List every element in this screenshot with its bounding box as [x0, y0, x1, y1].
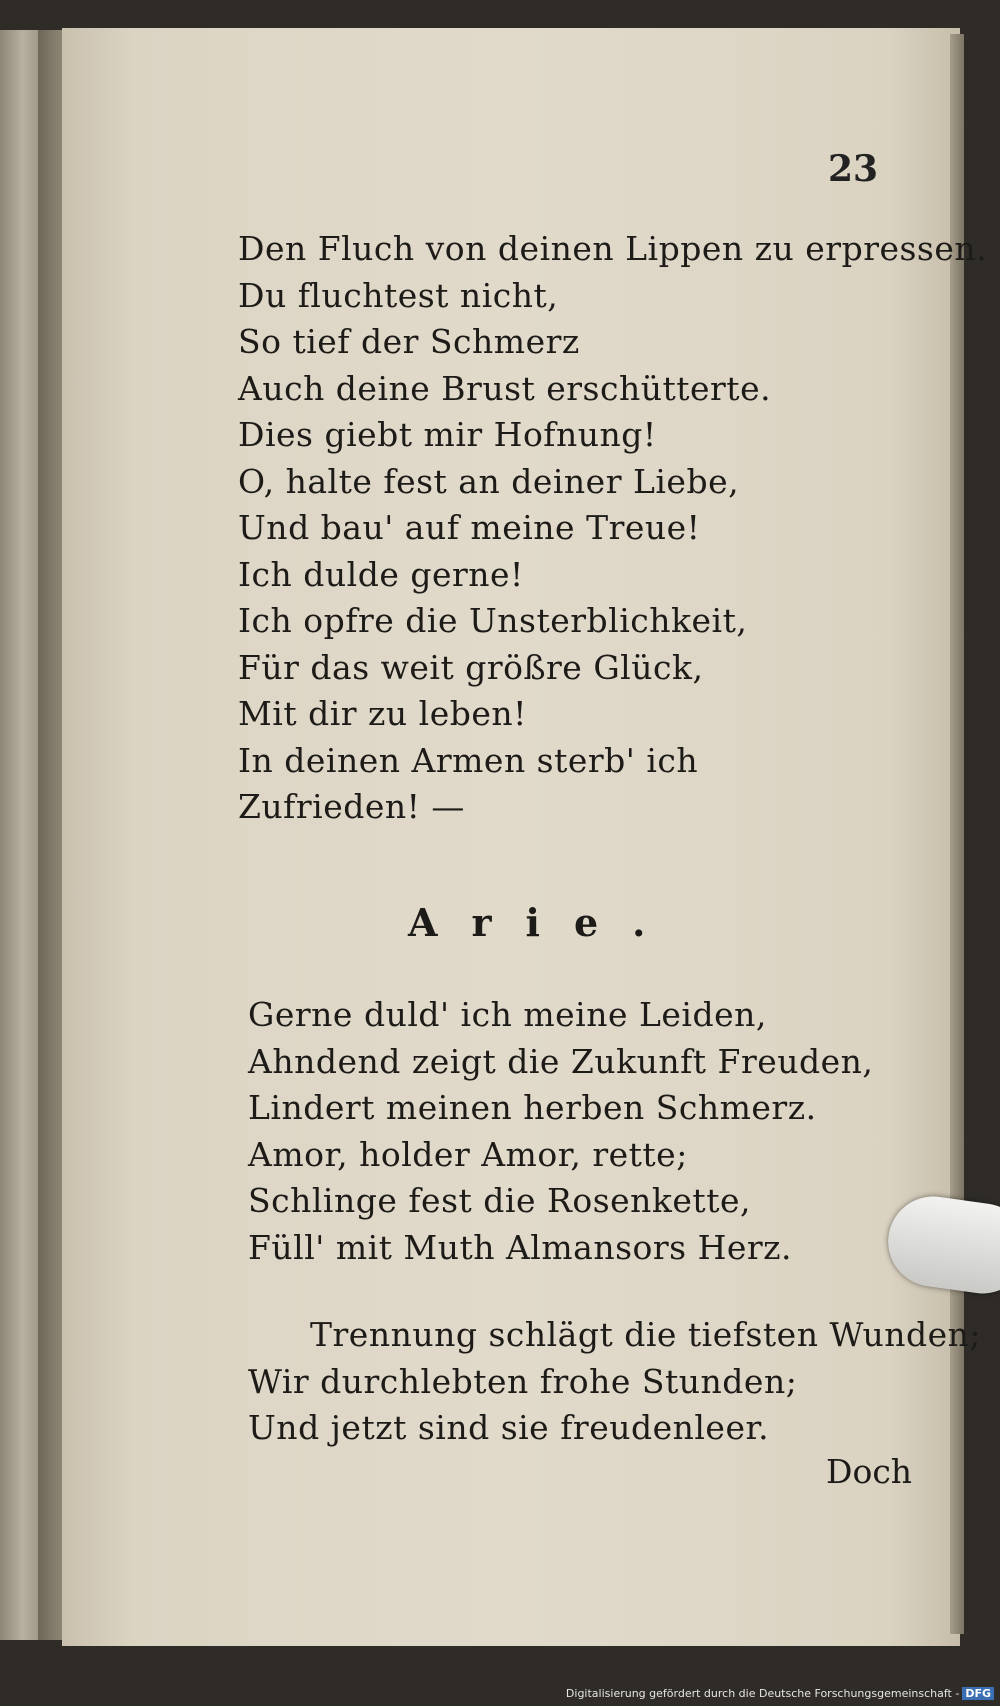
verse-line: Den Fluch von deinen Lippen zu erpressen.	[238, 229, 988, 268]
verse-line: In deinen Armen sterb' ich	[238, 740, 699, 780]
catchword: Doch	[826, 1452, 913, 1491]
verse-line: Füll' mit Muth Almansors Herz.	[248, 1227, 793, 1267]
facing-page-edge	[0, 30, 38, 1640]
verse-line: O, halte fest an deiner Liebe,	[238, 461, 740, 501]
verse-line: Auch deine Brust erschütterte.	[238, 368, 772, 408]
verse-block-1	[238, 226, 987, 831]
verse-block-2	[248, 992, 873, 1271]
verse-line: So tief der Schmerz	[238, 322, 580, 361]
verse-line: Du fluchtest nicht,	[238, 275, 559, 315]
verse-line: Gerne duld' ich meine Leiden,	[248, 995, 767, 1034]
verse-line: Und bau' auf meine Treue!	[238, 508, 701, 547]
verse-line: Ich dulde gerne!	[238, 554, 524, 594]
verse-line: Zufrieden! —	[238, 787, 465, 826]
verse-block-3	[248, 1312, 981, 1452]
verse-line: Ahndend zeigt die Zukunft Freuden,	[248, 1041, 874, 1081]
verse-line: Dies giebt mir Hofnung!	[238, 415, 657, 454]
footer-text: Digitalisierung gefördert durch die Deutsche Forschungsgemeinschaft -	[565, 1687, 960, 1700]
verse-line: Trennung schlägt die tiefsten Wunden;	[310, 1315, 982, 1354]
verse-line: Für das weit größre Glück,	[238, 647, 704, 687]
section-heading: Arie.	[408, 900, 680, 945]
digitization-footer	[566, 1687, 994, 1700]
verse-line: Amor, holder Amor, rette;	[248, 1134, 688, 1174]
page-number: 23	[828, 148, 879, 190]
verse-line: Und jetzt sind sie freudenleer.	[248, 1408, 770, 1447]
verse-line: Mit dir zu leben!	[238, 694, 527, 733]
verse-line: Schlinge fest die Rosenkette,	[248, 1181, 751, 1220]
verse-line: Ich opfre die Unsterblichkeit,	[238, 601, 748, 640]
verse-line: Lindert meinen herben Schmerz.	[248, 1088, 817, 1127]
dfg-logo-icon: DFG	[962, 1687, 994, 1700]
verse-line: Wir durchlebten frohe Stunden;	[248, 1361, 798, 1401]
